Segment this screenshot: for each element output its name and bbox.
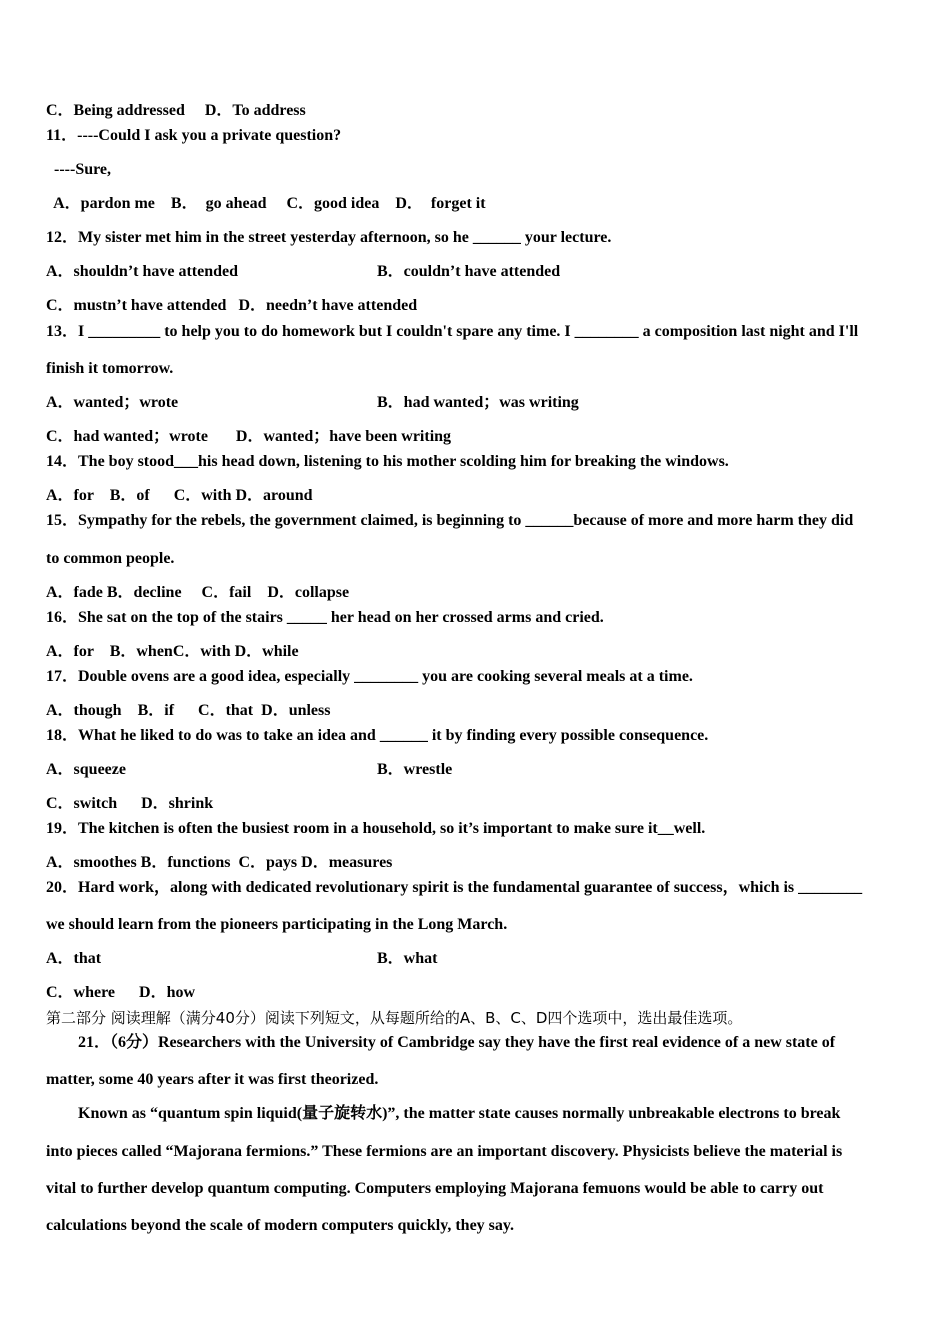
q12-option-a: A．shouldn’t have attended (46, 263, 239, 280)
passage-intro-cont: matter, some 40 years after it was first theorized. (46, 1071, 379, 1088)
q10-options-cd: C．Being addressed D．To address (46, 102, 306, 119)
passage-paragraph-line: calculations beyond the scale of modern computers quickly, they say. (46, 1217, 515, 1234)
q13-option-a: A．wanted；wrote (46, 394, 179, 411)
q12-option-b: B．couldn’t have attended (377, 263, 561, 280)
passage-paragraph-line: into pieces called “Majorana fermions.” These fermions are an important discovery. Physicists believe the material is (46, 1143, 843, 1160)
q18-options-cd: C．switch D．shrink (46, 795, 214, 812)
q11-reply: ----Sure, (46, 161, 112, 178)
q16-options: A．for B．whenC．with D．while (46, 643, 299, 660)
q18-option-b: B．wrestle (377, 761, 453, 778)
q12-options-cd: C．mustn’t have attended D．needn’t have attended (46, 297, 418, 314)
q18-option-a: A．squeeze (46, 761, 126, 778)
q19-stem: 19．The kitchen is often the busiest room in a household, so it’s important to make sure it__well. (46, 820, 706, 837)
q20-stem: 20．Hard work，along with dedicated revolutionary spirit is the fundamental guarantee of success，which is ________ (46, 879, 863, 896)
q20-stem-cont: we should learn from the pioneers participating in the Long March. (46, 916, 508, 933)
q11-options: A．pardon me B． go ahead C．good idea D． forget it (46, 195, 486, 212)
q20-options-cd: C．where D．how (46, 984, 196, 1001)
passage-paragraph-line: Known as “quantum spin liquid(量子旋转水)”, the matter state causes normally unbreakable electrons to break (46, 1105, 841, 1122)
passage-paragraph-line: vital to further develop quantum computing. Computers employing Majorana femuons would be able to carry out (46, 1180, 824, 1197)
q13-stem-cont: finish it tomorrow. (46, 360, 174, 377)
q17-stem: 17．Double ovens are a good idea, especially ________ you are cooking several meals at a time. (46, 668, 693, 685)
q18-stem: 18．What he liked to do was to take an idea and ______ it by finding every possible consequence. (46, 727, 709, 744)
q16-stem: 16．She sat on the top of the stairs _____ her head on her crossed arms and cried. (46, 609, 604, 626)
q19-options: A．smoothes B．functions C．pays D．measures (46, 854, 393, 871)
q17-options: A．though B．if C．that D．unless (46, 702, 331, 719)
passage-intro: 21．（6分）Researchers with the University of Cambridge say they have the first real evidence of a new state of (46, 1034, 836, 1051)
q11-stem: 11．----Could I ask you a private question? (46, 127, 342, 144)
q15-stem: 15．Sympathy for the rebels, the government claimed, is beginning to ______because of more and more harm they did (46, 512, 854, 529)
q14-stem: 14．The boy stood___his head down, listening to his mother scolding him for breaking the windows. (46, 453, 729, 470)
q15-stem-cont: to common people. (46, 550, 175, 567)
q13-options-cd: C．had wanted；wrote D．wanted；have been writing (46, 428, 452, 445)
section-heading: 第二部分 阅读理解（满分40分）阅读下列短文，从每题所给的A、B、C、D四个选项中，选出最佳选项。 (46, 1009, 743, 1027)
q15-options: A．fade B．decline C．fail D．collapse (46, 584, 350, 601)
q20-option-a: A．that (46, 950, 102, 967)
q13-stem: 13．I _________ to help you to do homework but I couldn't spare any time. I ________ a composition last night and I'll (46, 323, 859, 340)
q13-option-b: B．had wanted；was writing (377, 394, 579, 411)
q12-stem: 12．My sister met him in the street yesterday afternoon, so he ______ your lecture. (46, 229, 612, 246)
q14-options: A．for B．of C．with D．around (46, 487, 313, 504)
q20-option-b: B．what (377, 950, 438, 967)
